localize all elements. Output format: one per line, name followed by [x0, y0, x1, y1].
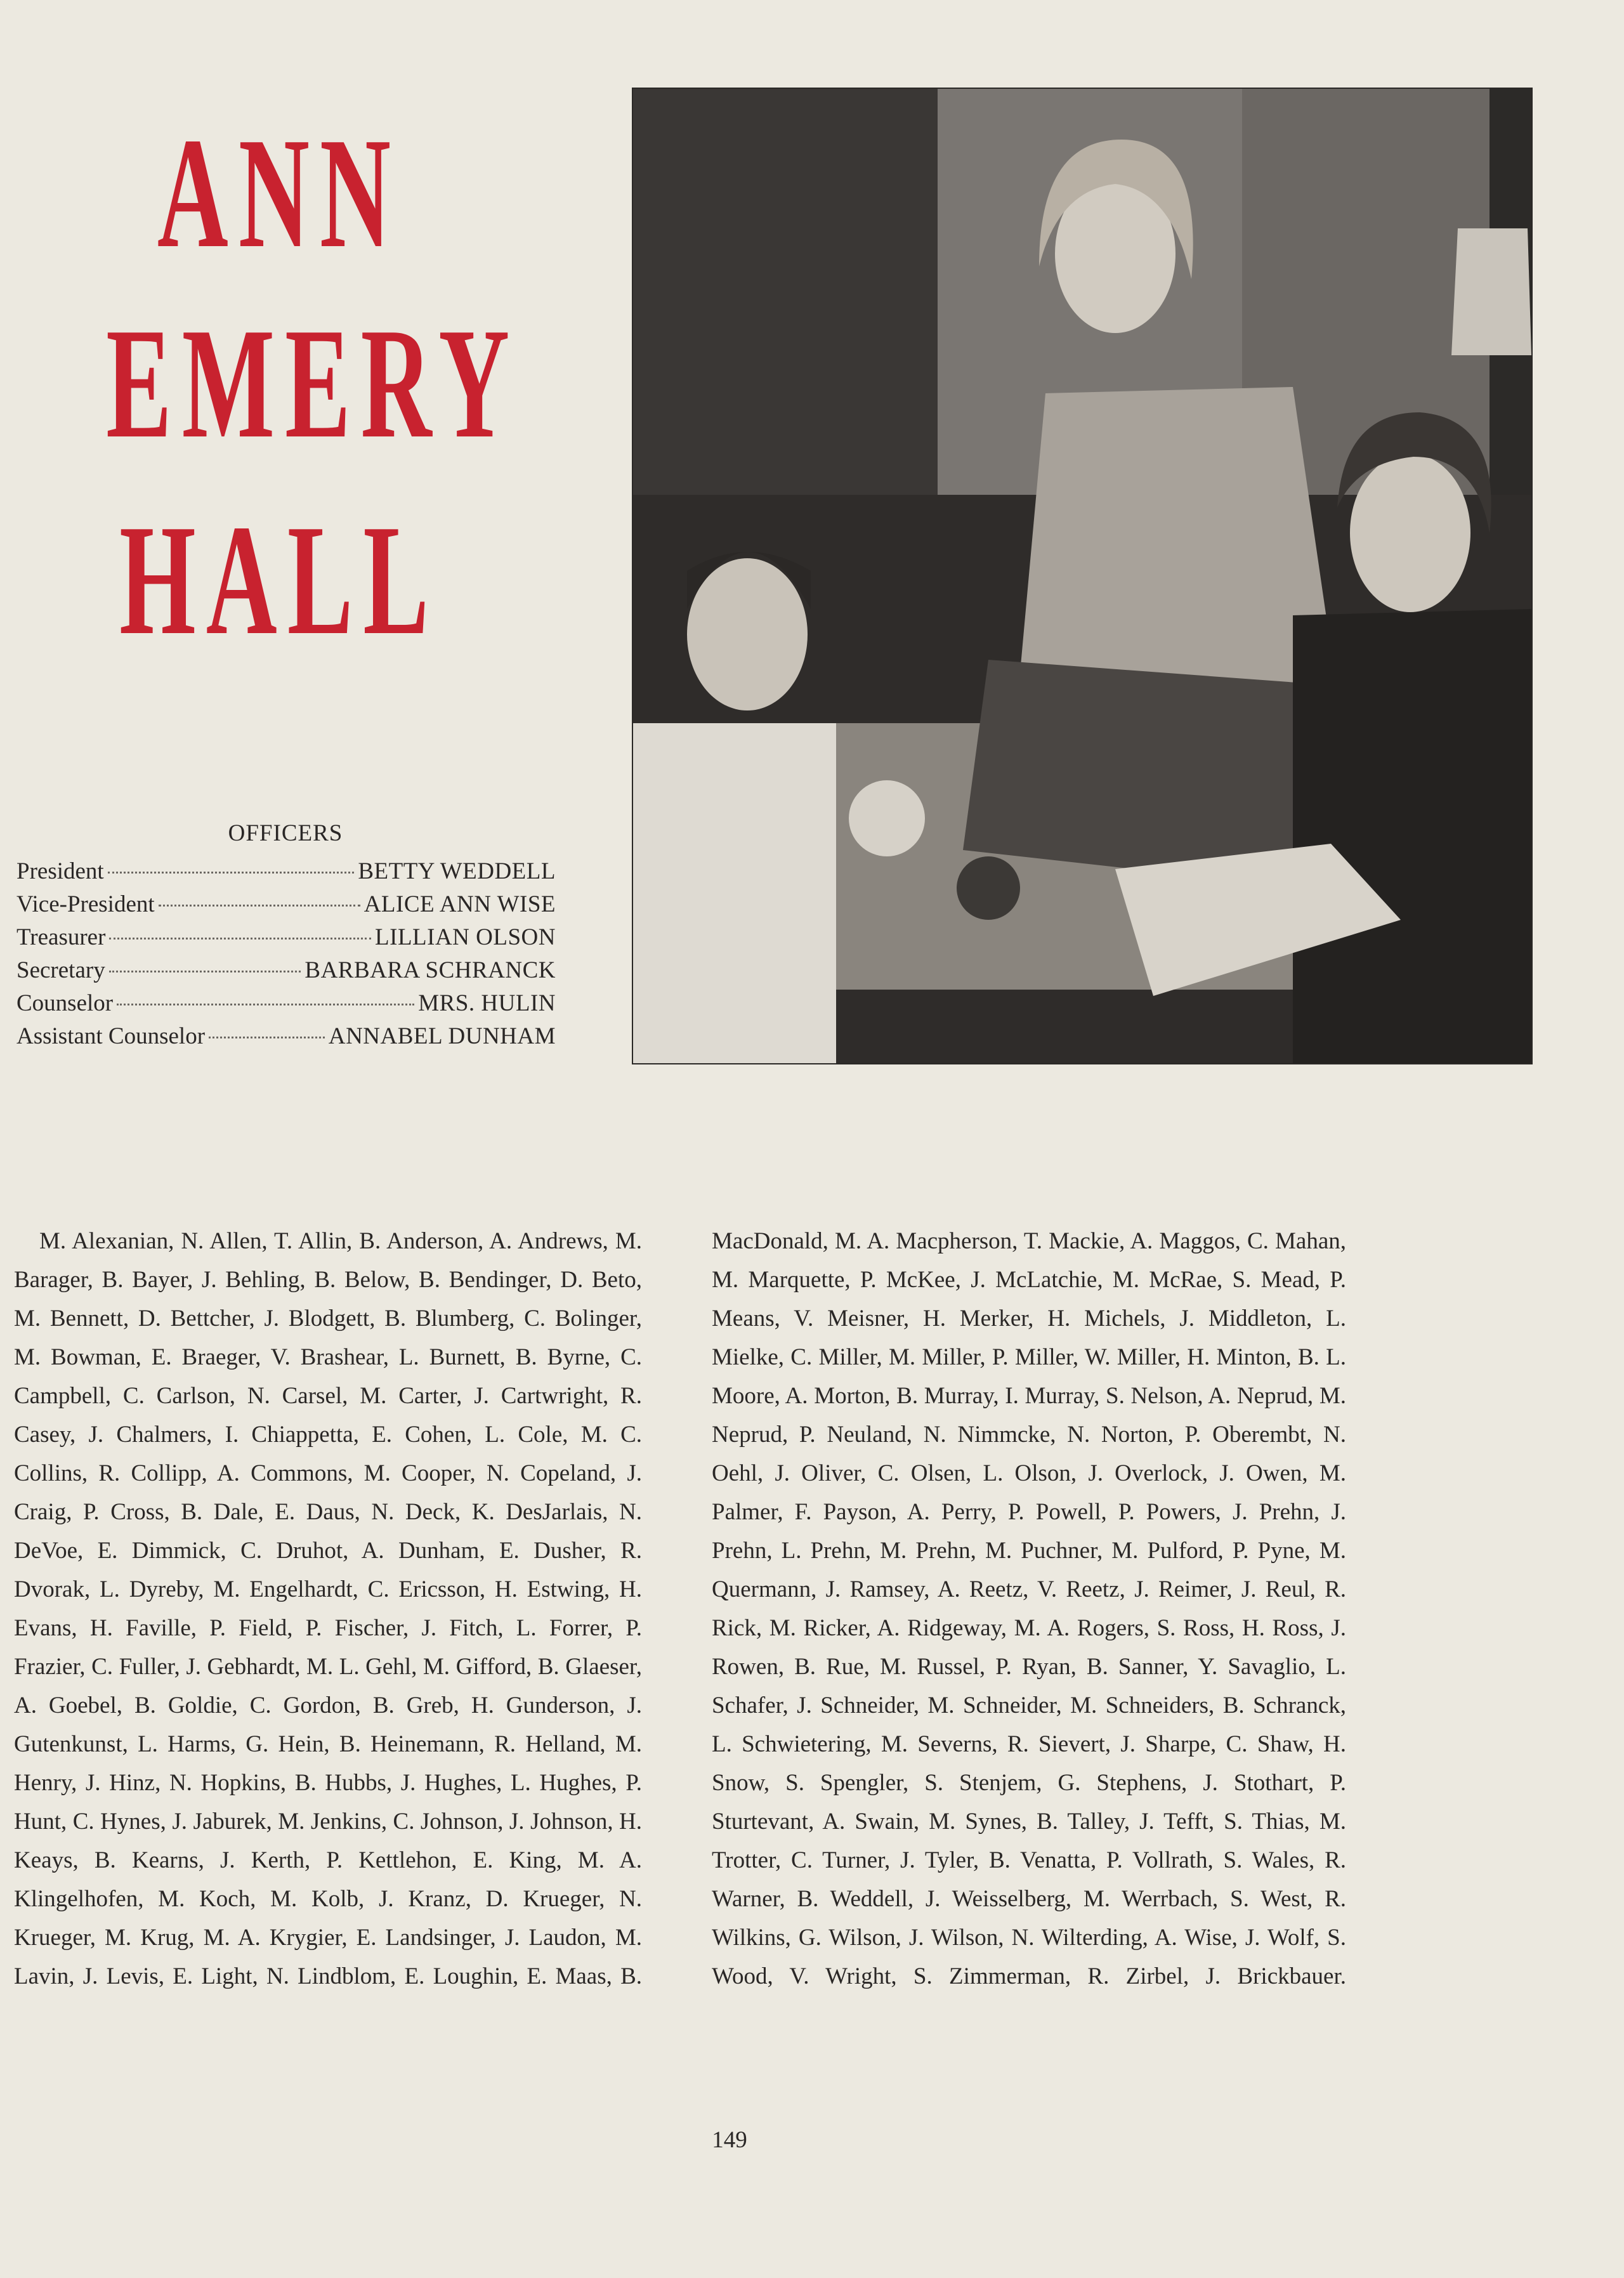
- officer-name: BARBARA SCHRANCK: [304, 957, 556, 983]
- leader-dots: [109, 971, 301, 972]
- leader-dots: [109, 938, 371, 939]
- hall-title-line-3: HALL: [119, 492, 439, 668]
- officer-role: Secretary: [16, 957, 105, 983]
- officer-name: ANNABEL DUNHAM: [328, 1023, 556, 1049]
- officer-role: Counselor: [16, 990, 114, 1016]
- officer-role: President: [16, 858, 104, 884]
- officer-row: [16, 957, 556, 990]
- group-photo: [632, 88, 1533, 1064]
- leader-dots: [209, 1037, 325, 1038]
- officer-role: Assistant Counselor: [16, 1023, 206, 1049]
- member-list-right-column: MacDonald, M. A. Macpherson, T. Mackie, A. Maggos, C. Mahan, M. Marquette, P. McKee, J. McLatchie, M. McRae, S. Mead, P. Means, V. Meisner, H. Merker, H. Michels, J. Middleton, L. Mielke, C. Miller, M. Miller, P. Miller, W. Miller, H. Minton, B. L. Moore, A. Morton, B. Murray, I. Murray, S. Nelson, A. Neprud, M. Neprud, P. Neuland, N. Nimmcke, N. Norton, P. Oberembt, N. Oehl, J. Oliver, C. Olsen, L. Olson, J. Overlock, J. Owen, M. Palmer, F. Payson, A. Perry, P. Powell, P. Powers, J. Prehn, J. Prehn, L. Prehn, M. Prehn, M. Puchner, M. Pulford, P. Pyne, M. Quermann, J. Ramsey, A. Reetz, V. Reetz, J. Reimer, J. Reul, R. Rick, M. Ricker, A. Ridgeway, M. A. Rogers, S. Ross, H. Ross, J. Rowen, B. Rue, M. Russel, P. Ryan, B. Sanner, Y. Savaglio, L. Schafer, J. Schneider, M. Schneider, M. Schneiders, B. Schranck, L. Schwietering, M. Severns, R. Sievert, J. Sharpe, C. Shaw, H. Snow, S. Spengler, S. Stenjem, G. Stephens, J. Stothart, P. Sturtevant, A. Swain, M. Synes, B. Talley, J. Tefft, S. Thias, M. Trotter, C. Turner, J. Tyler, B. Venatta, P. Vollrath, S. Wales, R. Warner, B. Weddell, J. Weisselberg, M. Werrbach, S. West, R. Wilkins, G. Wilson, J. Wilson, N. Wilterding, A. Wise, J. Wolf, S. Wood, V. Wright, S. Zimmerman, R. Zirbel, J. Brickbauer.: [712, 1228, 1346, 1989]
- officer-row: [16, 990, 556, 1023]
- officer-name: MRS. HULIN: [418, 990, 556, 1016]
- leader-dots: [117, 1004, 414, 1005]
- member-list-left-column: M. Alexanian, N. Allen, T. Allin, B. Anderson, A. Andrews, M. Barager, B. Bayer, J. Behling, B. Below, B. Bendinger, D. Beto, M. Bennett, D. Bettcher, J. Blodgett, B. Blumberg, C. Bolinger, M. Bowman, E. Braeger, V. Brashear, L. Burnett, B. Byrne, C. Campbell, C. Carlson, N. Carsel, M. Carter, J. Cartwright, R. Casey, J. Chalmers, I. Chiappetta, E. Cohen, L. Cole, M. C. Collins, R. Collipp, A. Commons, M. Cooper, N. Copeland, J. Craig, P. Cross, B. Dale, E. Daus, N. Deck, K. DesJarlais, N. DeVoe, E. Dimmick, C. Druhot, A. Dunham, E. Dusher, R. Dvorak, L. Dyreby, M. Engelhardt, C. Ericsson, H. Estwing, H. Evans, H. Faville, P. Field, P. Fischer, J. Fitch, L. Forrer, P. Frazier, C. Fuller, J. Gebhardt, M. L. Gehl, M. Gifford, B. Glaeser, A. Goebel, B. Goldie, C. Gordon, B. Greb, H. Gunderson, J. Gutenkunst, L. Harms, G. Hein, B. Heinemann, R. Helland, M. Henry, J. Hinz, N. Hopkins, B. Hubbs, J. Hughes, L. Hughes, P. Hunt, C. Hynes, J. Jaburek, M. Jenkins, C. Johnson, J. Johnson, H. Keays, B. Kearns, J. Kerth, P. Kettlehon, E. King, M. A. Klingelhofen, M. Koch, M. Kolb, J. Kranz, D. Krueger, N. Krueger, M. Krug, M. A. Krygier, E. Landsinger, J. Laudon, M. Lavin, J. Levis, E. Light, N. Lindblom, E. Loughin, E. Maas, B.: [14, 1228, 642, 1989]
- officer-name: ALICE ANN WISE: [363, 891, 556, 917]
- hall-title-line-1: ANN: [157, 105, 402, 281]
- officer-row: [16, 858, 556, 891]
- group-photo-illustration: [633, 89, 1531, 1063]
- officers-list: [16, 858, 556, 1056]
- page-number: 149: [712, 2127, 747, 2153]
- leader-dots: [108, 872, 355, 874]
- officer-row: [16, 1023, 556, 1056]
- leader-dots: [159, 905, 360, 907]
- officer-name: BETTY WEDDELL: [358, 858, 556, 884]
- officer-name: LILLIAN OLSON: [375, 924, 556, 950]
- officer-row: [16, 924, 556, 957]
- officer-row: [16, 891, 556, 924]
- officers-heading: OFFICERS: [228, 820, 343, 846]
- officer-role: Treasurer: [16, 924, 106, 950]
- hall-title-line-2: EMERY: [106, 296, 520, 471]
- officer-role: Vice-President: [16, 891, 155, 917]
